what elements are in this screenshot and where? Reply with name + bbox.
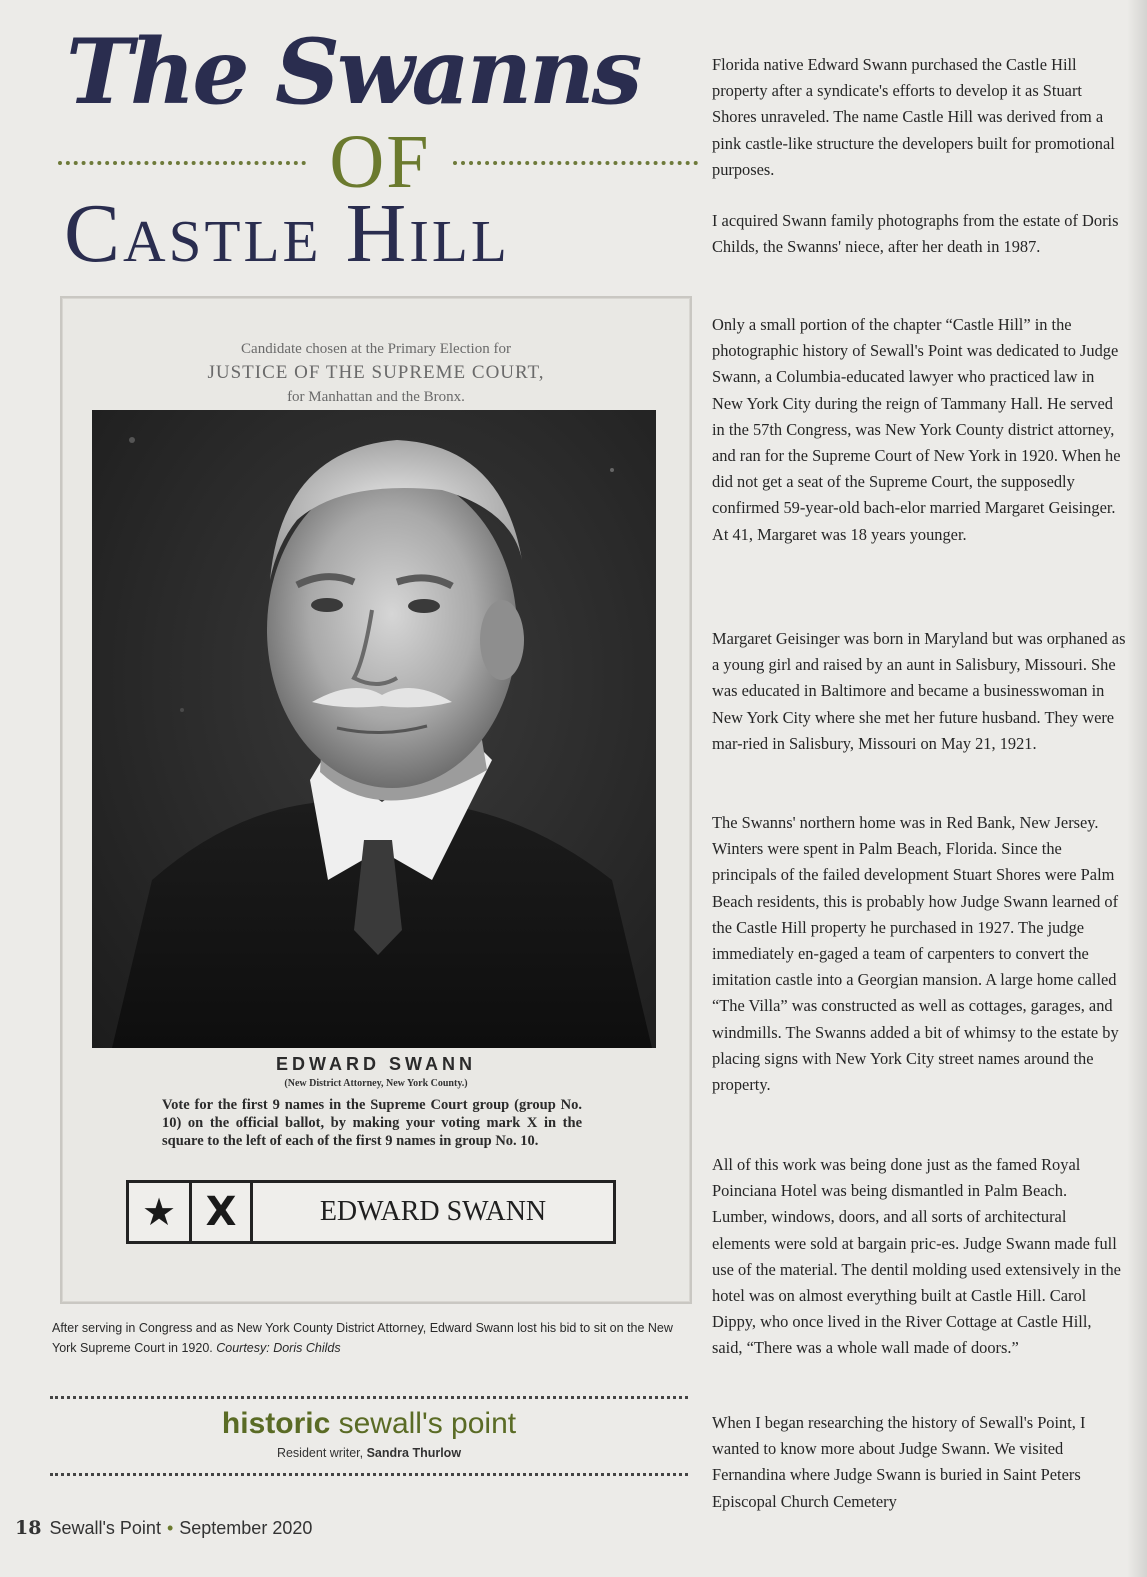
paragraph-text: Margaret Geisinger was born in Maryland but was orphaned as a young girl and raised by an aunt in Salisbury, Missouri. She was educated in Baltimore and became a businesswoman in New York City where she met her future husband. They were mar-ried in Salisbury, Missouri on May 21, 1921.: [712, 629, 1126, 753]
poster-candidate-role: (New District Attorney, New York County.): [284, 1078, 468, 1089]
writer-label: Resident writer,: [276, 1446, 364, 1460]
poster-candidate-name: EDWARD SWANN: [276, 1054, 476, 1074]
poster-header-line-3: for Manhattan and the Bronx.: [287, 389, 465, 405]
section-rule-top: [50, 1396, 688, 1399]
writer-name: Sandra Thurlow: [366, 1446, 462, 1460]
paragraph-text: The Swanns' northern home was in Red Bank, New Jersey. Winters were spent in Palm Beach, Florida. Since the principals of the failed development Stuart Shores were Palm Beach residents, this is probably how Judge Swann learned of the Castle Hill property he purchased in 1927. The judge immediately en-gaged a team of carpenters to convert the imitation castle into a Georgian mansion. A large home called “The Villa” was constructed as well as cottages, garages, and windmills. The Swanns added a bit of whimsy to the estate by placing signs with New York City street names around the property.: [712, 813, 1119, 1095]
paragraph-text: All of this work was being done just as the famed Royal Poinciana Hotel was being dismantled in Palm Beach. Lumber, windows, doors, and all sorts of architectural elements were sold at bargain pric-es. Judge Swann made full use of the material. The dentil molding used extensively in the hotel was on almost everything built at Castle Hill. Carol Dippy, who once lived in the River Cottage at Castle Hill, said, “There was a whole wall made of doors.”: [712, 1155, 1121, 1358]
section-label: [50, 1404, 688, 1444]
section-label-bold: historic: [221, 1407, 331, 1440]
star-icon: ★: [129, 1183, 192, 1241]
publication-name: Sewall's Point: [49, 1518, 161, 1538]
page-footer: [15, 1517, 312, 1539]
ballot-candidate-name: EDWARD SWANN: [319, 1196, 547, 1227]
portrait-photo: [92, 410, 656, 1048]
article-paragraph-6: [712, 1152, 1126, 1362]
page-edge-shadow: [1127, 0, 1147, 1577]
headline: The Swanns: [66, 19, 640, 125]
article-paragraph-1: [712, 52, 1126, 183]
caption-text: After serving in Congress and as New York County District Attorney, Edward Swann lost his bid to sit on the New York Supreme Court in 1920.: [52, 1321, 673, 1355]
article-paragraph-2: [712, 208, 1126, 260]
poster-header: [62, 338, 690, 408]
poster-vote-instructions: Vote for the first 9 names in the Supreme Court group (group No. 10) on the official ballot, by making your voting mark X in the square to the left of each of the first 9 names in group No. 10.: [162, 1097, 582, 1149]
article-paragraph-3: [712, 312, 1126, 548]
article-paragraph-5: [712, 810, 1126, 1098]
paragraph-text: Only a small portion of the chapter “Castle Hill” in the photographic history of Sewall's Point was dedicated to Judge Swann, a Columbia-educated lawyer who practiced law in New York City during the reign of Tammany Hall. He served in the 57th Congress, was New York County district attorney, and ran for the Supreme Court of New York in 1920. When he did not get a seat of the Supreme Court, the supposedly confirmed 59-year-old bach-elor married Margaret Geisinger. At 41, Margaret was 18 years younger.: [712, 315, 1121, 544]
paragraph-text: When I began researching the history of Sewall's Point, I wanted to know more about Judge Swann. We visited Fernandina where Judge Swann is buried in Saint Peters Episcopal Church Cemetery: [712, 1413, 1086, 1511]
section-rule-bottom: [50, 1473, 688, 1476]
dotted-rule-right: [453, 161, 698, 165]
headline-subtitle: Castle Hill: [64, 187, 510, 280]
headline-connector: OF: [329, 120, 431, 204]
footer-separator: •: [166, 1518, 174, 1538]
portrait-illustration: [92, 410, 656, 1048]
paragraph-text: I acquired Swann family photographs from the estate of Doris Childs, the Swanns' niece, after her death in 1987.: [712, 211, 1119, 257]
page-number: 18: [15, 1517, 42, 1539]
caption-credit: Courtesy: Doris Childs: [216, 1341, 341, 1355]
writer-credit: [50, 1446, 688, 1460]
dotted-rule-left: [58, 161, 306, 165]
article-paragraph-4: [712, 626, 1126, 757]
campaign-poster-photo: [60, 296, 692, 1304]
ballot-x-mark: X: [192, 1183, 253, 1241]
article-paragraph-7: [712, 1410, 1126, 1515]
poster-header-line-1: Candidate chosen at the Primary Election for: [241, 341, 511, 357]
section-label-rest: sewall's point: [338, 1407, 517, 1440]
paragraph-text: Florida native Edward Swann purchased the Castle Hill property after a syndicate's efforts to develop it as Stuart Shores unraveled. The name Castle Hill was derived from a pink castle-like structure the developers built for promotional purposes.: [712, 55, 1115, 179]
photo-caption: [52, 1318, 682, 1358]
ballot-box: [126, 1180, 616, 1244]
issue-date: September 2020: [179, 1518, 313, 1538]
poster-header-line-2: JUSTICE OF THE SUPREME COURT,: [207, 362, 545, 383]
